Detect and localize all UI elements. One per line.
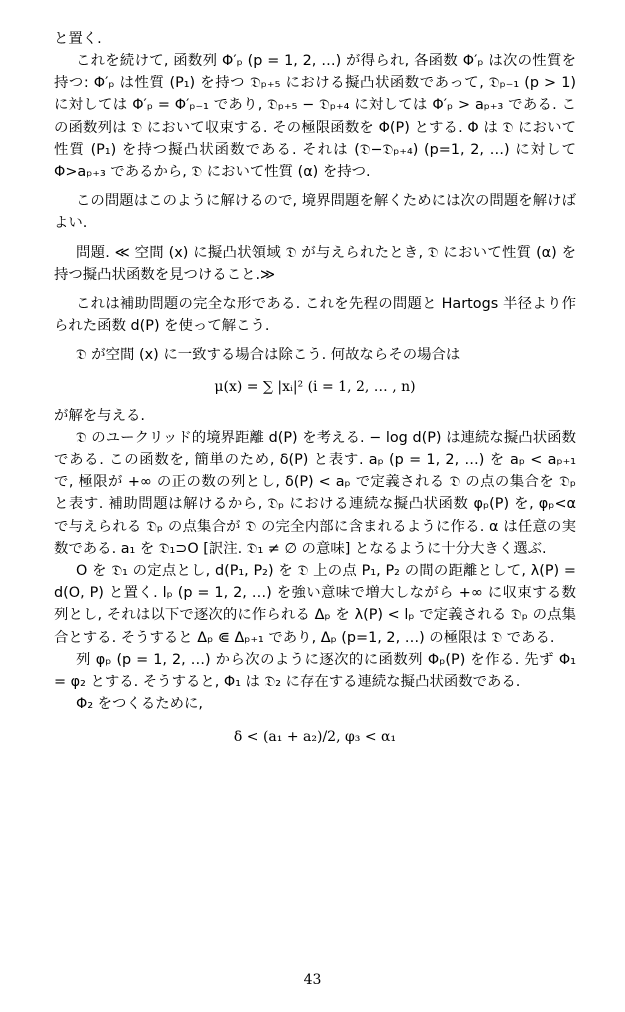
text-block <box>54 50 576 745</box>
paragraph-limit-function: これを続けて, 函数列 Φ′ₚ (p = 1, 2, …) が得られ, 各函数 Φ′ₚ は次の性質を持つ: Φ′ₚ は性質 (P₁) を持つ 𝔇ₚ₊₅ における擬凸状函数であって, 𝔇ₚ₋₁ (p > 1) に対しては Φ′ₚ = Φ′ₚ₋₁ であり, 𝔇ₚ₊₅ − 𝔇ₚ₊₄ に対しては Φ′ₚ > aₚ₊₃ である. この函数列は 𝔇 において収束する. その極限函数を Φ(P) とする. Φ は 𝔇 において性質 (P₁) を持つ擬凸状函数である. それは (𝔇−𝔇ₚ₊₄) (p=1, 2, …) に対して Φ>aₚ₊₃ であるから, 𝔇 において性質 (α) を持つ. <box>54 53 576 181</box>
paragraph-solution: が解を与える. <box>54 407 145 424</box>
paragraph-exclusion: 𝔇 が空間 (x) に一致する場合は除こう. 何故ならその場合は <box>76 347 461 364</box>
paragraph-intro: と置く. <box>54 31 102 47</box>
paragraph-phi2: Φ₂ をつくるために, <box>76 696 203 713</box>
equation-mu: μ(x) = ∑ |xᵢ|² (i = 1, 2, … , n) <box>214 378 416 395</box>
page-number: 43 <box>303 972 322 988</box>
paragraph-euclidean-distance: 𝔇 のユークリッド的境界距離 d(P) を考える. − log d(P) は連続な擬凸状函数である. この函数を, 簡単のため, δ(P) と表す. aₚ (p = 1, 2, …) を aₚ < aₚ₊₁ で, 極限が +∞ の正の数の列とし, δ(P) < aₚ で定義される 𝔇 の点の集合を 𝔇ₚ と表す. 補助問題は解けるから, 𝔇ₚ における連続な擬凸状函数 φₚ(P) を, φₚ<α で与えられる 𝔇ₚ の点集合が 𝔇 の完全内部に含まれるように作る. α は任意の実数である. a₁ を 𝔇₁⊃O [訳注. 𝔇₁ ≠ ∅ の意味] となるように十分大きく選ぶ. <box>54 429 576 557</box>
paragraph-problem-statement: 問題. ≪ 空間 (x) に擬凸状領域 𝔇 が与えられたとき, 𝔇 において性質 (α) を持つ擬凸状函数を見つけること.≫ <box>54 244 576 283</box>
paragraph-phi-sequence: 列 φₚ (p = 1, 2, …) から次のように逐次的に函数列 Φₚ(P) を作る. 先ず Φ₁ = φ₂ とする. そうすると, Φ₁ は 𝔇₂ に存在する連続な擬凸状函数である. <box>54 651 576 691</box>
paragraph-problem-reduction: この問題はこのように解けるので, 境界問題を解くためには次の問題を解けばよい. <box>54 193 576 232</box>
equation-delta: δ < (a₁ + a₂)/2, φ₃ < α₁ <box>233 729 397 746</box>
paragraph-sequence-lp: O を 𝔇₁ の定点とし, d(P₁, P₂) を 𝔇 上の点 P₁, P₂ の間の距離として, λ(P) = d(O, P) と置く. lₚ (p = 1, 2, …) を強い意味で増大しながら +∞ に収束する数列とし, それは以下で逐次的に作られる Δₚ を λ(P) < lₚ で定義される 𝔇ₚ の点集合とする. そうすると Δₚ ⋐ Δₚ₊₁ であり, Δₚ (p=1, 2, …) の極限は 𝔇 である. <box>54 563 576 646</box>
paragraph-auxiliary: これは補助問題の完全な形である. これを先程の問題と Hartogs 半径より作られた函数 d(P) を使って解こう. <box>54 296 576 335</box>
